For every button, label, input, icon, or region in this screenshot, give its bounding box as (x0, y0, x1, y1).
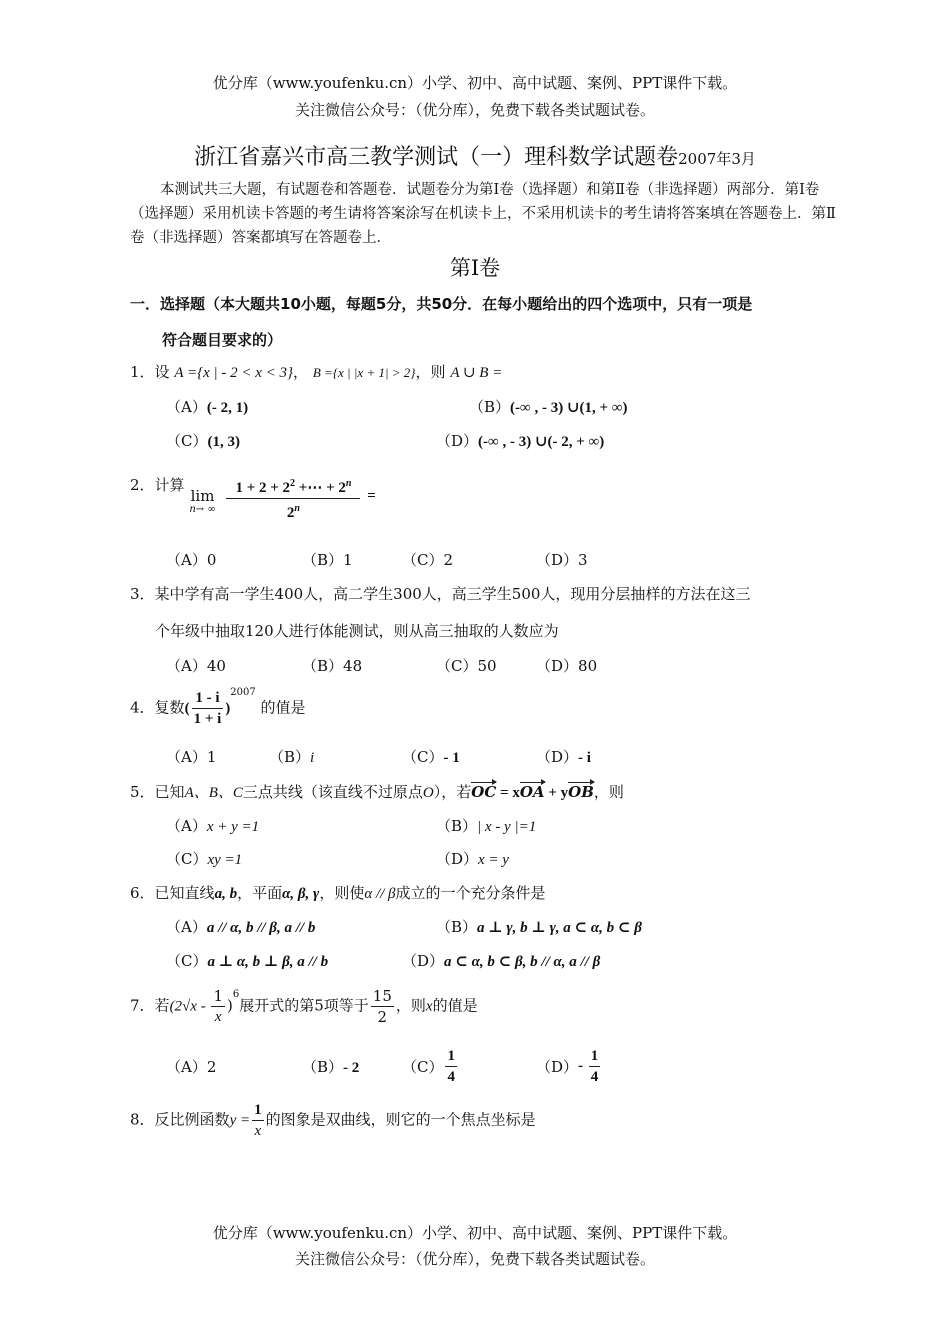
q5-mid2: ），若 (433, 783, 472, 801)
q5-option-d (436, 848, 509, 869)
q4-open: ( (184, 700, 190, 717)
q5-vector-ob: OB (568, 783, 594, 801)
q2-num-expr: 1 + 2 + 2 (235, 480, 291, 496)
q7-option-d-fraction (589, 1046, 601, 1087)
q1-option-d-value: (-∞ , - 3) ∪(- 2, + ∞) (478, 434, 605, 450)
title-date: 2007年3月 (678, 150, 756, 168)
question-3-line-2: 个年级中抽取120人进行体能测试，则从高三抽取的人数应为 (155, 622, 559, 640)
q7-mid: 展开式的第5项等于 (239, 996, 369, 1015)
q2-den: 2 (286, 505, 295, 521)
q2-lim-label: lim (190, 487, 215, 505)
q7-expr-close: ) (227, 996, 233, 1015)
q7-option-d (536, 1046, 602, 1087)
q7-post: ，则 (395, 996, 426, 1015)
question-3-line-1: 3．某中学有高一学生400人，高二学生300人，高三学生500人，现用分层抽样的方法在这三 (130, 585, 751, 603)
q7-option-b-value: - 2 (343, 1060, 360, 1076)
q1-post: ，则 (415, 363, 446, 381)
q7-option-b (302, 1056, 359, 1077)
q7-number: 7． (130, 996, 155, 1015)
page-title (0, 140, 950, 171)
q7-text: 若 (154, 996, 170, 1015)
q4-exp: 2007 (230, 686, 256, 698)
footer-line-1: 优分库（www.youfenku.cn）小学、初中、高中试题、案例、PPT课件下载。 (212, 1224, 738, 1242)
question-2 (130, 474, 376, 523)
q5-option-a-value: x + y =1 (206, 819, 260, 835)
question-1 (130, 361, 502, 382)
q3-option-a: （A）40 (166, 657, 226, 675)
q4-post: 的值是 (260, 698, 306, 717)
q6-option-b (436, 916, 642, 937)
q1-set-b: B ={x | |x + 1| > 2} (312, 365, 416, 380)
q1-option-b-label: （B） (469, 398, 511, 416)
q7-option-c-label: （C） (402, 1058, 444, 1076)
q7-option-d-num: 1 (589, 1046, 601, 1067)
q2-fraction (226, 474, 360, 523)
q1-sep: ， (293, 363, 309, 381)
q5-option-b-value: | x - y |=1 (477, 819, 537, 835)
q1-option-a-value: (- 2, 1) (206, 400, 249, 416)
q4-option-d (536, 746, 591, 767)
question-4 (130, 688, 306, 729)
q7-expr: (2√x - (169, 998, 210, 1015)
q6-option-c-value: a ⊥ α, b ⊥ β, a // b (207, 954, 329, 970)
section-heading-line-1: 一．选择题（本大题共10小题，每题5分，共50分．在每小题给出的四个选项中，只有一项是 (130, 295, 753, 313)
q5-text: 已知 (154, 783, 185, 801)
q7-option-d-sign: - (578, 1058, 587, 1074)
q2-option-a: （A）0 (166, 551, 217, 569)
q5-option-a (166, 815, 259, 836)
q4-fraction (192, 688, 224, 729)
q7-inner-fraction (211, 986, 225, 1027)
q1-number: 1． (130, 363, 155, 381)
q4-option-a: （A）1 (166, 748, 217, 766)
q6-lines: a, b (214, 886, 238, 902)
q2-option-b: （B）1 (302, 551, 353, 569)
q6-option-b-value: a ⊥ γ, b ⊥ γ, a ⊂ α, b ⊂ β (477, 920, 642, 936)
q2-num-exp: 2 (290, 478, 296, 489)
q7-inner-num: 1 (213, 987, 223, 1005)
q2-number: 2． (130, 476, 155, 494)
q7-option-c-num: 1 (445, 1046, 457, 1067)
q7-option-a: （A）2 (166, 1058, 217, 1076)
q2-num-tail: +⋯ + 2 (295, 480, 346, 496)
footer-line-2: 关注微信公众号：（优分库），免费下载各类试题试卷。 (294, 1250, 655, 1268)
question-5 (130, 781, 624, 802)
q6-option-b-label: （B） (436, 918, 478, 936)
q7-option-d-label: （D） (536, 1058, 579, 1076)
q1-option-c (166, 430, 240, 451)
q4-option-d-value: - i (578, 750, 591, 766)
q2-limit (189, 488, 215, 516)
q6-option-a (166, 916, 315, 937)
q1-option-b (469, 396, 628, 417)
q6-option-a-value: a // α, b // β, a // b (206, 920, 316, 936)
q8-fraction (252, 1100, 264, 1141)
intro-paragraph: 本测试共三大题，有试题卷和答题卷．试题卷分为第Ⅰ卷（选择题）和第Ⅱ卷（非选择题）两部分．第Ⅰ卷（选择题）采用机读卡答题的考生请将答案涂写在机读卡上，不采用机读卡的考生请将答案填在答题卷上．第Ⅱ卷（非选择题）答案都填写在答题卷上． (130, 182, 836, 246)
q8-text: 反比例函数 (154, 1110, 230, 1129)
q1-option-c-label: （C） (166, 432, 208, 450)
section-heading-line-2: 符合题目要求的） (162, 331, 283, 349)
q8-den: x (254, 1123, 262, 1139)
q7-option-c-den: 4 (447, 1069, 455, 1085)
q4-option-b-label: （B） (269, 748, 311, 766)
q4-option-c-value: - 1 (443, 750, 460, 766)
q2-eq: = (367, 488, 376, 504)
q5-origin: O (422, 785, 434, 801)
q7-option-d-den: 4 (590, 1069, 599, 1085)
q5-option-d-label: （D） (436, 850, 479, 868)
q2-num-exp2: n (345, 478, 352, 489)
q8-y: y = (229, 1112, 251, 1129)
q2-numerator (226, 474, 360, 499)
q5-points: A、B、C (184, 785, 243, 801)
q1-option-d-label: （D） (436, 432, 479, 450)
q5-vector-oa: OA (519, 783, 545, 801)
q1-expr: A ∪ B = (450, 365, 503, 381)
q5-option-a-label: （A） (166, 817, 207, 835)
q5-option-b (436, 815, 536, 836)
q7-value-fraction (371, 986, 394, 1027)
q7-exp: 6 (232, 988, 240, 1000)
q2-lim-sub: n→ ∞ (189, 504, 216, 515)
q7-var: x (425, 998, 433, 1015)
q5-post: ，则 (593, 783, 624, 801)
q7-post2: 的值是 (432, 996, 478, 1015)
q1-option-b-value: (-∞ , - 3) ∪(1, + ∞) (510, 400, 628, 416)
q3-option-c: （C）50 (436, 657, 497, 675)
q5-plus: + y (544, 785, 569, 801)
q5-number: 5． (130, 783, 155, 801)
q3-option-b: （B）48 (302, 657, 363, 675)
q2-text: 计算 (154, 476, 185, 494)
q4-denominator: 1 + i (193, 711, 222, 727)
q5-option-b-label: （B） (436, 817, 478, 835)
q6-text: 已知直线 (154, 884, 215, 902)
q4-option-d-label: （D） (536, 748, 579, 766)
q4-option-c-label: （C） (402, 748, 444, 766)
q1-option-a-label: （A） (166, 398, 207, 416)
q7-option-c (402, 1046, 459, 1087)
q3-option-d: （D）80 (536, 657, 598, 675)
q6-mid2: ，则使 (319, 884, 365, 902)
q5-eq: = x (496, 785, 520, 801)
q5-option-c-value: xy =1 (207, 852, 243, 868)
question-7 (130, 986, 478, 1027)
q2-den-exp: n (294, 503, 300, 514)
q1-option-d (436, 430, 604, 451)
title-main: 浙江省嘉兴市高三教学测试（一）理科数学试题卷 (194, 145, 679, 170)
volume-heading: 第Ⅰ卷 (449, 256, 501, 280)
header-line-2: 关注微信公众号：（优分库），免费下载各类试题试卷。 (294, 101, 655, 119)
q6-option-c (166, 950, 328, 971)
q8-num: 1 (252, 1100, 264, 1121)
question-6 (130, 882, 546, 903)
q6-option-c-label: （C） (166, 952, 208, 970)
q7-value-den: 2 (377, 1008, 388, 1026)
q2-option-d: （D）3 (536, 551, 588, 569)
q4-number: 4． (130, 698, 155, 717)
q2-denominator (226, 499, 360, 523)
q6-condition: α // β (364, 886, 396, 902)
q6-number: 6． (130, 884, 155, 902)
q6-option-d-label: （D） (402, 952, 445, 970)
question-8 (130, 1100, 536, 1141)
q6-mid: ，平面 (237, 884, 283, 902)
q5-option-d-value: x = y (478, 852, 509, 868)
q5-option-c (166, 848, 242, 869)
header-line-1: 优分库（www.youfenku.cn）小学、初中、高中试题、案例、PPT课件下载。 (212, 74, 738, 92)
q1-option-c-value: (1, 3) (207, 434, 240, 450)
q1-option-a (166, 396, 248, 417)
q4-text: 复数 (154, 698, 185, 717)
q4-numerator: 1 - i (192, 688, 224, 709)
q7-value-num: 15 (372, 987, 392, 1005)
q1-set-a: A ={x | - 2 < x < 3} (174, 365, 294, 381)
q5-vector-oc: OC (471, 783, 497, 801)
q6-option-d-value: a ⊂ α, b ⊂ β, b // α, a // β (444, 954, 601, 970)
q2-option-c: （C）2 (402, 551, 454, 569)
q4-option-c (402, 746, 460, 767)
q4-close: ) (225, 700, 231, 717)
q4-option-b-value: i (310, 750, 315, 766)
q1-text: 设 (154, 363, 170, 381)
q6-post: 成立的一个充分条件是 (395, 884, 546, 902)
q4-option-b (269, 746, 314, 767)
q5-option-c-label: （C） (166, 850, 208, 868)
q5-mid: 三点共线（该直线不过原点 (242, 783, 423, 801)
q7-option-b-label: （B） (302, 1058, 344, 1076)
q6-option-d (402, 950, 600, 971)
q7-option-c-fraction (445, 1046, 457, 1087)
q8-number: 8． (130, 1110, 155, 1129)
q6-option-a-label: （A） (166, 918, 207, 936)
q8-post: 的图象是双曲线，则它的一个焦点坐标是 (265, 1110, 536, 1129)
q7-inner-den: x (214, 1009, 222, 1025)
q6-planes: α, β, γ (282, 886, 320, 902)
